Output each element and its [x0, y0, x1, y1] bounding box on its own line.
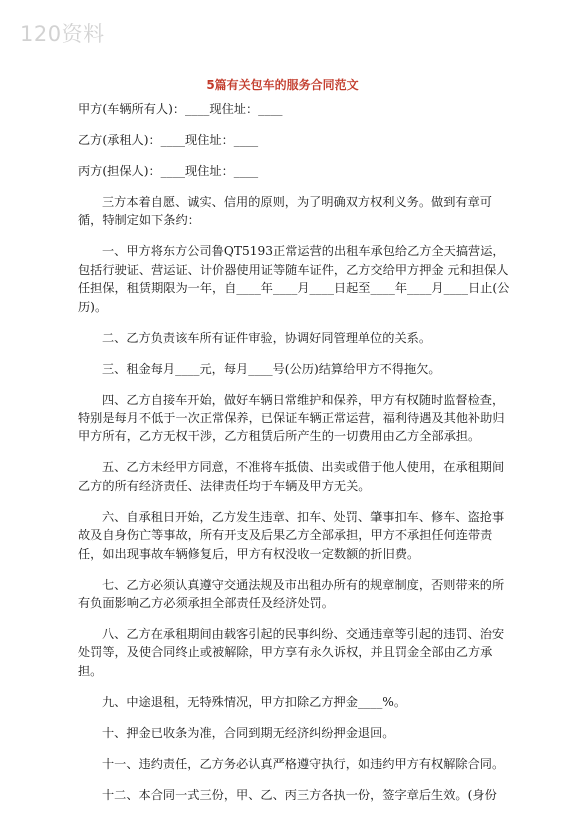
clause-8: 八、乙方在承租期间由载客引起的民事纠纷、交通违章等引起的违罚、治安处罚等，及使合同终止或被解除，甲方享有永久诉权，并且罚金全部由乙方承担。 — [78, 627, 505, 678]
clause-7: 七、乙方必须认真遵守交通法规及市出租办所有的规章制度，否则带来的所有负面影响乙方必须承担全部责任及经济处罚。 — [78, 577, 505, 611]
clause-10: 十、押金已收条为准，合同到期无经济纠纷押金退回。 — [102, 725, 395, 740]
contract-body — [78, 100, 514, 817]
preamble-paragraph: 三方本着自愿、诚实、信用的原则，为了明确双方权利义务。做到有章可循，特制定如下条约： — [78, 195, 492, 228]
party-b-line: 乙方(承租人)：____现住址：____ — [78, 133, 259, 147]
document-title: 5篇有关包车的服务合同范文 — [206, 78, 359, 92]
party-a-line: 甲方(车辆所有人)：____现住址：____ — [78, 102, 283, 116]
clause-9: 九、中途退租，无特殊情况，甲方扣除乙方押金____%。 — [102, 694, 407, 709]
party-c-line: 丙方(担保人)：____现住址：____ — [78, 164, 259, 178]
clause-4: 四、乙方自接车开始，做好车辆日常维护和保养，甲方有权随时监督检查，特别是每月不低于一次正常保养，已保证车辆正常运营，福利待遇及其他补助归甲方所有，乙方无权干涉，乙方租赁后所产生的一切费用由乙方全部承担。 — [78, 392, 505, 444]
watermark: 120资料 — [20, 22, 105, 46]
clause-2: 二、乙方负责该车所有证件审验，协调好同管理单位的关系。 — [102, 330, 432, 345]
clause-1: 一、甲方将东方公司鲁QT5193正常运营的出租车承包给乙方全天搞营运，包括行驶证、营运证、计价器使用证等随车证件，乙方交给甲方押金 元和担保人任担保，租赁期限为一年，自____年____月____日起至____年____月____日止(公历)。 — [78, 244, 510, 314]
clause-6: 六、自承租日开始，乙方发生违章、扣车、处罚、肇事扣车、修车、盗抢事故及自身伤亡等事故，所有开支及后果乙方全部承担，甲方不承担任何连带责任，如出现事故车辆修复后，甲方有权没收一定数额的折旧费。 — [78, 509, 505, 561]
clause-5: 五、乙方未经甲方同意，不准将车抵债、出卖或借于他人使用，在承租期间乙方的所有经济责任、法律责任均于车辆及甲方无关。 — [78, 460, 505, 493]
clause-11: 十一、违约责任，乙方务必认真严格遵守执行，如违约甲方有权解除合同。 — [102, 756, 505, 771]
clause-3: 三、租金每月____元，每月____号(公历)结算给甲方不得拖欠。 — [102, 361, 441, 376]
clause-12: 十二、本合同一式三份，甲、乙、丙三方各执一份，签字章后生效。(身份 — [102, 787, 497, 802]
